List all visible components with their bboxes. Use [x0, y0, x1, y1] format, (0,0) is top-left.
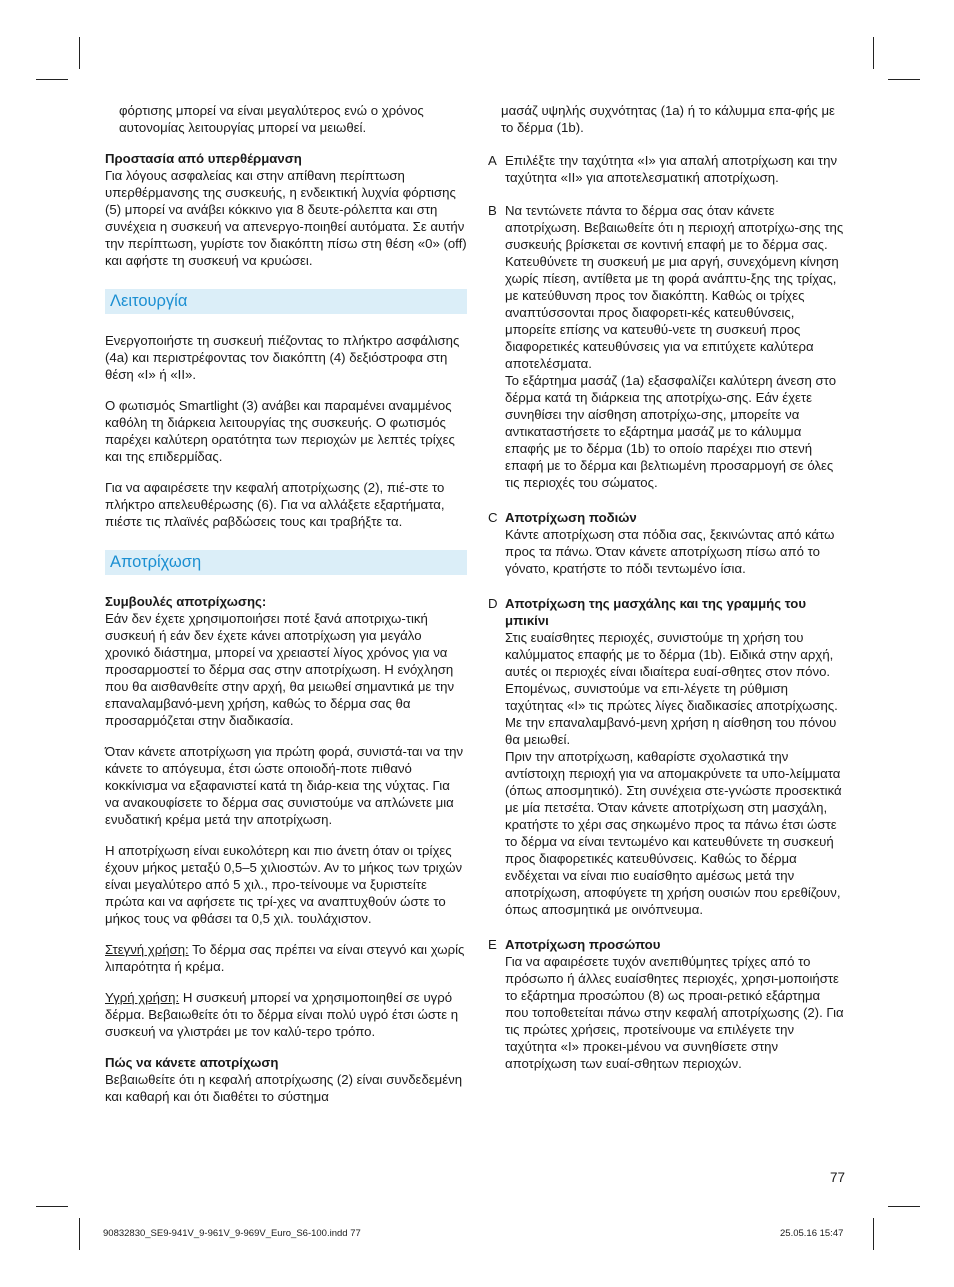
- operation-paragraph: Για να αφαιρέσετε την κεφαλή αποτρίχωσης (2), πιέ-στε το πλήκτρο απελευθέρωσης (6). Για να αλλάξετε εξαρτήματα, πιέστε τις πλαϊνές ραβδώσεις τους και τραβήξτε τα.: [105, 480, 445, 529]
- tips-paragraph: Όταν κάνετε αποτρίχωση για πρώτη φορά, συνιστά-ται να την κάνετε το απόγευμα, έτσι ώστε οποιοδή-ποτε πιθανό κοκκίνισμα να εξαφανιστεί κατά τη διάρ-κεια της νύχτας. Για να ανακουφίσετε το δέρμα σας συνιστούμε να απλώνετε μια ενυδατική κρέμα μετά την αποτρίχωση.: [105, 744, 464, 827]
- crop-mark: [79, 37, 80, 69]
- operation-section-bar: [105, 289, 467, 314]
- tips-heading: Συμβουλές αποτρίχωσης:: [105, 594, 267, 609]
- dry-use-label: Στεγνή χρήση:: [105, 942, 189, 957]
- overheat-text: Για λόγους ασφαλείας και στην απίθανη περίπτωση υπερθέρμανσης της συσκευής, η ενδεικτική λυχνία φόρτισης (5) μπορεί να ανάβει κόκκινο για 8 δευτε-ρόλεπτα και στη συνέχεια η συσκευή να απενεργο-ποιηθεί αυτόματα. Σε αυτήν την περίπτωση, γυρίστε τον διακόπτη πίσω στη θέση «0» (off) και αφήστε τη συσκευή να κρυώσει.: [105, 168, 467, 268]
- how-text: Βεβαιωθείτε ότι η κεφαλή αποτρίχωσης (2) είναι συνδεδεμένη και καθαρή και ότι διαθέτει το σύστημα: [105, 1072, 463, 1104]
- step-item: [487, 595, 847, 918]
- right-column: [487, 102, 847, 1088]
- wet-use-text: Η συσκευή μπορεί να χρησιμοποιηθεί σε υγρό δέρμα. Βεβαιωθείτε ότι το δέρμα είναι πολύ υγρό έτσι ώστε η συσκευή να γλιστράει με τον καλύ-τερο τρόπο.: [105, 990, 459, 1039]
- crop-mark: [873, 37, 874, 69]
- operation-paragraph: Ενεργοποιήστε τη συσκευή πιέζοντας το πλήκτρο ασφάλισης (4a) και περιστρέφοντας τον διακόπτη (4) δεξιόστροφα στη θέση «I» ή «II».: [105, 333, 460, 382]
- step-text: Για να αφαιρέσετε τυχόν ανεπιθύμητες τρίχες από το πρόσωπο ή άλλες ευαίσθητες περιοχές, χρησι-μοποιήστε το εξάρτημα προσώπου (8) ως προαι-ρετικό εξάρτημα που τοποθετείται πάνω στην κεφαλή αποτρίχωσης (2). Για τις πρώτες χρήσεις, προτείνουμε να επιλέγετε την ταχύτητα «I» προκει-μένου να συνηθίσετε στην αποτρίχωση των ευαί-σθητων περιοχών.: [505, 954, 844, 1071]
- step-marker: D: [488, 596, 498, 611]
- operation-title: Λειτουργία: [110, 292, 188, 310]
- crop-mark: [79, 1218, 80, 1250]
- crop-mark: [36, 79, 68, 80]
- tips-paragraph: Η αποτρίχωση είναι ευκολότερη και πιο άνετη όταν οι τρίχες έχουν μήκος μεταξύ 0,5–5 χιλιοστών. Αν το μήκος των τριχών είναι μεγαλύτερο από 5 χιλ., προ-τείνουμε να ξυριστείτε πρώτα και να αφήσετε τις τρί-χες να αναπτυχθούν ώστε το μήκος τους να φθάσει τα 0,5 χιλ. τουλάχιστον.: [105, 843, 463, 926]
- overheat-heading: Προστασία από υπερθέρμανση: [105, 151, 302, 166]
- how-continuation: μασάζ υψηλής συχνότητας (1a) ή το κάλυμμα επα-φής με το δέρμα (1b).: [501, 103, 835, 135]
- step-marker: B: [488, 203, 497, 218]
- step-heading: Αποτρίχωση προσώπου: [505, 937, 661, 952]
- page-number: 77: [830, 1170, 846, 1185]
- operation-paragraph: Ο φωτισμός Smartlight (3) ανάβει και παραμένει αναμμένος καθόλη τη διάρκεια λειτουργίας της συσκευής. Ο φωτισμός παρέχει καλύτερη ορατότητα των περιοχών με λεπτές τρίχες και της επιδερμίδας.: [105, 398, 455, 464]
- step-marker: E: [488, 937, 497, 952]
- footer-date: 25.05.16 15:47: [780, 1228, 844, 1239]
- crop-mark: [873, 1218, 874, 1250]
- tips-paragraph: Εάν δεν έχετε χρησιμοποιήσει ποτέ ξανά αποτριχω-τική συσκευή ή εάν δεν έχετε κάνει αποτρίχωση για μεγάλο χρονικό διάστημα, μπορεί να χρειαστεί λίγος χρόνος για να προσαρμοστεί το δέρμα σας στην αποτρίχωση. Η ενόχληση που θα αισθανθείτε στην αρχή, θα μειωθεί σημαντικά με την επαναλαμβανό-μενη χρήση, καθώς το δέρμα σας θα προσαρμόζεται στην διαδικασία.: [105, 611, 455, 728]
- step-item: [487, 509, 847, 577]
- how-heading: Πώς να κάνετε αποτρίχωση: [105, 1055, 279, 1070]
- step-item: [487, 202, 847, 491]
- step-heading: Αποτρίχωση της μασχάλης και της γραμμής του μπικίνι: [505, 596, 807, 628]
- step-heading: Αποτρίχωση ποδιών: [505, 510, 637, 525]
- left-column: [105, 102, 467, 1105]
- wet-use-label: Υγρή χρήση:: [105, 990, 180, 1005]
- epilation-section-bar: [105, 550, 467, 575]
- footer-file-info: 90832830_SE9-941V_9-961V_9-969V_Euro_S6-100.indd 77: [103, 1228, 361, 1239]
- crop-mark: [888, 79, 920, 80]
- step-item: [487, 936, 847, 1072]
- step-text: Στις ευαίσθητες περιοχές, συνιστούμε τη χρήση του καλύμματος επαφής με το δέρμα (1b). Ειδικά στην αρχή, αυτές οι περιοχές είναι ιδιαίτερα ευαί-σθητες στον πόνο. Επομένως, συνιστούμε να επι-λέγετε τη ρύθμιση ταχύτητας «I» τις πρώτες λίγες διαδικασίες αποτρίχωσης. Με την επαναλαμβανό-μενη χρήση η αίσθηση του πόνου θα μειωθεί. Πριν την αποτρίχωση, καθαρίστε σχολαστικά την αντίστοιχη περιοχή για να απομακρύνετε τα υπο-λείμματα (όπως αποσμητικό). Στη συνέχεια στε-γνώστε προσεκτικά με μία πετσέτα. Όταν κάνετε αποτρίχωση στη μασχάλη, κρατήστε το χέρι σας σηκωμένο προς τα πάνω έτσι ώστε το δέρμα να είναι τεντωμένο και κατευθύνετε τη συσκευή προς διαφορετικές κατευθύνσεις. Καθώς το δέρμα ενδέχεται να είναι πιο ευαίσθητο αμέσως μετά την αποτρίχωση, αποφύγετε τη χρήση ουσιών που ερεθίζουν, όπως αποσμητικά με οινόπνευμα.: [505, 630, 842, 917]
- step-text: Να τεντώνετε πάντα το δέρμα σας όταν κάνετε αποτρίχωση. Βεβαιωθείτε ότι η περιοχή αποτρίχω-σης της συσκευής βρίσκεται σε κοντινή επαφή με το δέρμα σας. Κατευθύνετε τη συσκευή με μια αργή, συνεχόμενη κίνηση χωρίς πίεση, αντίθετα με τη φορά ανάπτυ-ξης της τρίχας, με κατεύθυνση προς τον διακόπτη. Καθώς οι τρίχες αναπτύσσονται προς διαφορετι-κές κατευθύνσεις, μπορείτε επίσης να κατευθύ-νετε τη συσκευή προς διαφορετικές κατευθύνσεις για να επιτύχετε καλύτερα αποτελέσματα. Το εξάρτημα μασάζ (1a) εξασφαλίζει καλύτερη άνεση στο δέρμα κατά τη διάρκεια της αποτρίχω-σης. Εάν έχετε συνηθίσει την αίσθηση αποτρίχω-σης, μπορείτε να αντικαταστήσετε το εξάρτημα μασάζ με το κάλυμμα επαφής με το δέρμα (1b) το οποίο παρέχει πιο στενή επαφή με το δέρμα και βελτιωμένη προσαρμογή σε όλες τις περιοχές του σώματος.: [505, 203, 844, 490]
- crop-mark: [888, 1206, 920, 1207]
- step-text: Επιλέξτε την ταχύτητα «I» για απαλή αποτρίχωση και την ταχύτητα «II» για αποτελεσματική αποτρίχωση.: [505, 153, 838, 185]
- epilation-title: Αποτρίχωση: [110, 553, 202, 571]
- wet-use-paragraph: [105, 989, 467, 1040]
- crop-mark: [36, 1206, 68, 1207]
- intro-continuation: φόρτισης μπορεί να είναι μεγαλύτερος ενώ ο χρόνος αυτονομίας λειτουργίας μπορεί να μειωθεί.: [119, 103, 424, 135]
- step-marker: C: [488, 510, 498, 525]
- dry-use-paragraph: [105, 941, 467, 975]
- step-marker: A: [488, 153, 497, 168]
- dry-use-text: Το δέρμα σας πρέπει να είναι στεγνό και χωρίς λιπαρότητα ή κρέμα.: [105, 942, 465, 974]
- step-text: Κάντε αποτρίχωση στα πόδια σας, ξεκινώντας από κάτω προς τα πάνω. Όταν κάνετε αποτρίχωση πίσω από το γόνατο, κρατήστε το πόδι τεντωμένο ίσια.: [505, 527, 835, 576]
- step-item: [487, 152, 847, 186]
